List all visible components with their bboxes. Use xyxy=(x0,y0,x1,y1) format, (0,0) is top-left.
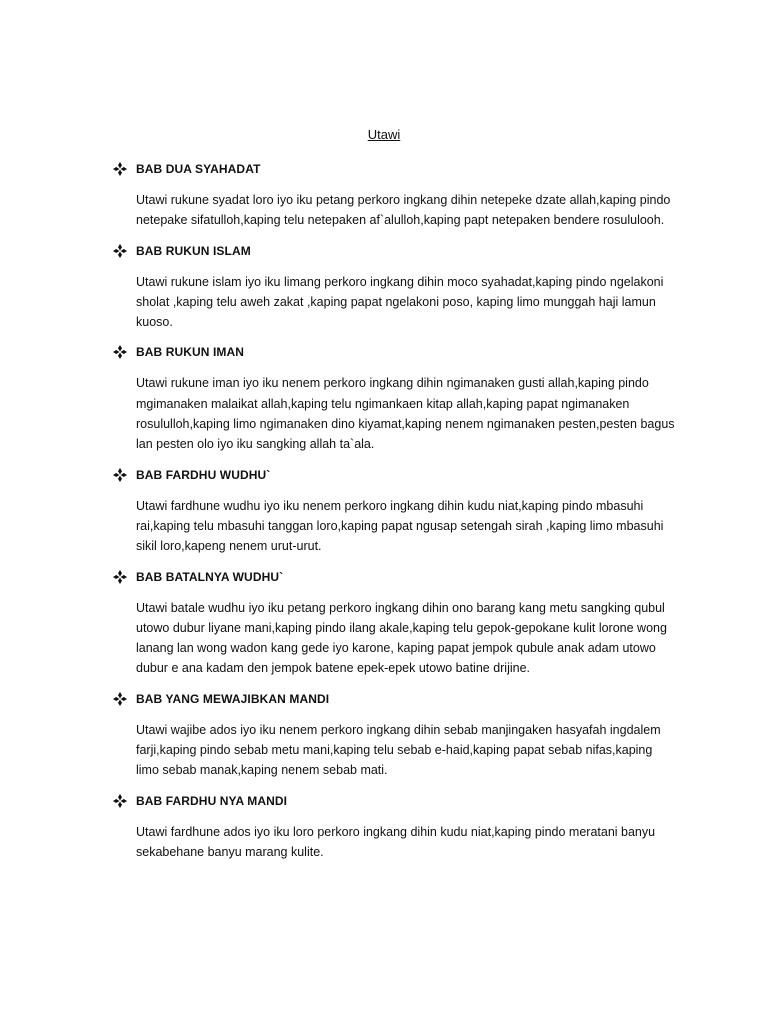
diamond-bullet-icon xyxy=(113,794,127,808)
diamond-bullet-icon xyxy=(113,345,127,359)
diamond-bullet-icon xyxy=(113,244,127,258)
section-heading: BAB DUA SYAHADAT xyxy=(136,162,261,176)
section-fardhu-mandi xyxy=(0,792,768,863)
section-rukun-islam xyxy=(0,242,768,333)
section-heading: BAB BATALNYA WUDHU` xyxy=(136,569,284,584)
diamond-bullet-icon xyxy=(113,570,127,584)
section-heading: BAB FARDHU WUDHU` xyxy=(136,467,271,482)
section-list xyxy=(0,160,768,873)
section-heading: BAB RUKUN ISLAM xyxy=(136,243,251,258)
section-header xyxy=(113,690,768,708)
section-body: Utawi batale wudhu iyo iku petang perkoro ingkang dihin ono barang kang metu sangking qubul utowo dubur liyane mani,kaping pindo ilang akale,kaping telu gepok-gepokane kulit lorone wong lanang lan wong wadon kang gede iyo karone, kaping papat jempok qubule anak adam utowo dubur e ana kadam den jempok batene epek-epek utowo batine drijine. xyxy=(136,600,667,676)
section-rukun-iman xyxy=(0,343,768,454)
section-header xyxy=(113,242,768,260)
section-body: Utawi fardhune ados iyo iku loro perkoro ingkang dihin kudu niat,kaping pindo meratani banyu sekabehane banyu marang kulite. xyxy=(136,824,656,859)
section-header xyxy=(113,568,768,586)
section-dua-syahadat xyxy=(0,160,768,231)
section-body: Utawi rukune syadat loro iyo iku petang perkoro ingkang dihin netepeke dzate allah,kaping pindo netepake sifatulloh,kaping telu netepaken af`alulloh,kaping papt netepaken bendere rosululooh. xyxy=(136,193,671,228)
section-heading: BAB YANG MEWAJIBKAN MANDI xyxy=(136,691,330,706)
section-header xyxy=(113,466,768,484)
document-title: Utawi xyxy=(367,127,401,142)
section-heading: BAB FARDHU NYA MANDI xyxy=(136,793,288,808)
section-body: Utawi wajibe ados iyo iku nenem perkoro ingkang dihin sebab manjingaken hasyafah ingdalem farji,kaping pindo sebab metu mani,kaping telu sebab e-haid,kaping papat sebab nifas,kaping limo sebab manak,kaping nenem sebab mati. xyxy=(136,722,661,778)
diamond-bullet-icon xyxy=(113,162,127,176)
diamond-bullet-icon xyxy=(113,468,127,482)
section-body: Utawi rukune islam iyo iku limang perkoro ingkang dihin moco syahadat,kaping pindo ngelakoni sholat ,kaping telu aweh zakat ,kaping papat ngelakoni poso, kaping limo munggah haji lamun kuoso. xyxy=(136,274,664,330)
section-body: Utawi rukune iman iyo iku nenem perkoro ingkang dihin ngimanaken gusti allah,kaping pindo mgimanaken malaikat allah,kaping telu ngimankaen kitap allah,kaping papat ngimanaken rosululloh,kaping limo ngimanaken dino kiyamat,kaping nenem ngimanaken pesten,pesten bagus lan pesten olo iyo iku sangking allah ta`ala. xyxy=(136,376,675,452)
section-mewajibkan-mandi xyxy=(0,690,768,781)
diamond-bullet-icon xyxy=(113,692,127,706)
section-body: Utawi fardhune wudhu iyo iku nenem perkoro ingkang dihin kudu niat,kaping pindo mbasuhi rai,kaping telu mbasuhi tanggan loro,kaping papat ngusap setengah sirah ,kaping limo mbasuhi sikil loro,kapeng nenem urut-urut. xyxy=(136,498,664,554)
section-header xyxy=(113,160,768,178)
section-batalnya-wudhu xyxy=(0,568,768,679)
section-header xyxy=(113,792,768,810)
section-fardhu-wudhu xyxy=(0,466,768,557)
section-heading: BAB RUKUN IMAN xyxy=(136,345,245,360)
section-header xyxy=(113,343,768,361)
